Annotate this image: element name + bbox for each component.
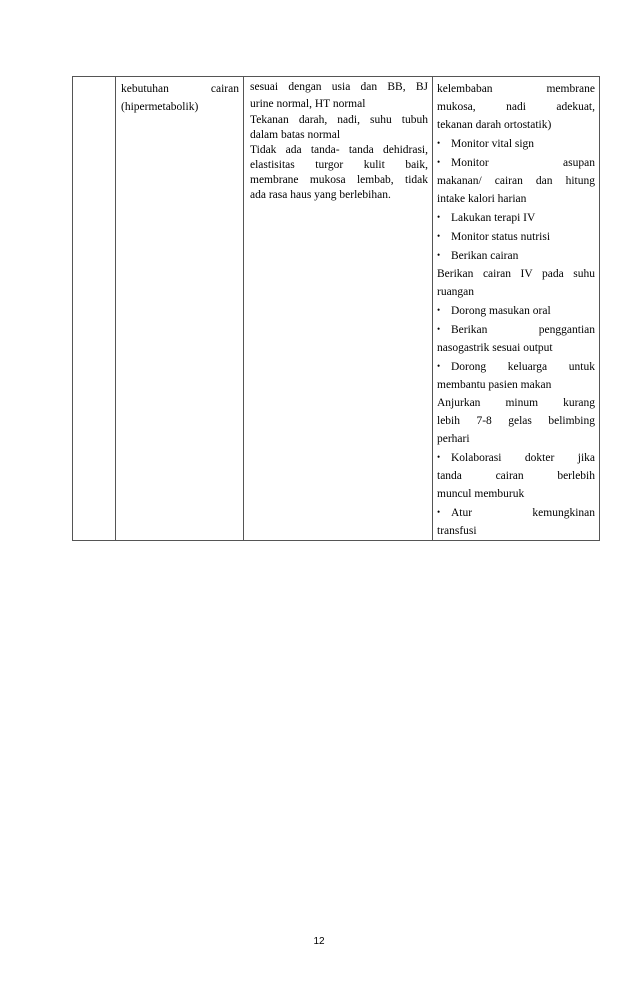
outcome-line: dalam batas normal: [250, 129, 341, 141]
intervention-line: Berikan cairan IV pada suhu: [437, 268, 595, 280]
intervention-line: kelembaban membrane: [437, 83, 595, 95]
page-number: 12: [313, 936, 325, 947]
intervention-line: tekanan darah ortostatik): [437, 119, 552, 131]
care-plan-table: [72, 76, 600, 541]
outcome-line: membrane mukosa lembab, tidak: [250, 174, 428, 186]
intervention-line: perhari: [437, 433, 470, 445]
outcome-line: urine normal, HT normal: [250, 98, 366, 110]
intervention-line: tanda cairan berlebih: [437, 470, 595, 482]
outcome-line: sesuai dengan usia dan BB, BJ: [250, 81, 428, 93]
intervention-line: makanan/ cairan dan hitung: [437, 175, 595, 187]
intervention-bullet: • Dorong masukan oral: [437, 301, 595, 320]
intervention-line: intake kalori harian: [437, 193, 527, 205]
intervention-line: muncul memburuk: [437, 488, 525, 500]
outcome-cell: [244, 77, 433, 541]
diagnosis-word: kebutuhan: [121, 83, 169, 95]
intervention-bullet: • Berikan penggantian: [437, 320, 595, 339]
intervention-bullet: • Monitor vital sign: [437, 134, 595, 153]
intervention-line: nasogastrik sesuai output: [437, 342, 553, 354]
diagnosis-cell: [116, 77, 244, 541]
outcome-line: Tidak ada tanda- tanda dehidrasi,: [250, 144, 428, 156]
table-row: [73, 77, 600, 541]
intervention-bullet: • Monitor status nutrisi: [437, 227, 595, 246]
outcome-line: ada rasa haus yang berlebihan.: [250, 189, 391, 201]
intervention-line: mukosa, nadi adekuat,: [437, 101, 595, 113]
intervention-bullet: • Atur kemungkinan: [437, 503, 595, 522]
intervention-line: Anjurkan minum kurang: [437, 397, 595, 409]
intervention-line: ruangan: [437, 286, 475, 298]
outcome-line: elastisitas turgor kulit baik,: [250, 159, 428, 171]
intervention-bullet: • Monitor asupan: [437, 153, 595, 172]
number-cell: [73, 77, 116, 541]
intervention-bullet: • Dorong keluarga untuk: [437, 357, 595, 376]
intervention-line: transfusi: [437, 525, 477, 537]
intervention-bullet: • Kolaborasi dokter jika: [437, 448, 595, 467]
outcome-line: Tekanan darah, nadi, suhu tubuh: [250, 114, 428, 126]
intervention-line: membantu pasien makan: [437, 379, 552, 391]
diagnosis-line: (hipermetabolik): [121, 101, 199, 113]
intervention-bullet: • Berikan cairan: [437, 246, 595, 265]
intervention-line: lebih 7-8 gelas belimbing: [437, 415, 595, 427]
intervention-bullet: • Lakukan terapi IV: [437, 208, 595, 227]
intervention-cell: [433, 77, 600, 541]
diagnosis-line: [121, 80, 239, 98]
diagnosis-word: cairan: [210, 83, 239, 95]
